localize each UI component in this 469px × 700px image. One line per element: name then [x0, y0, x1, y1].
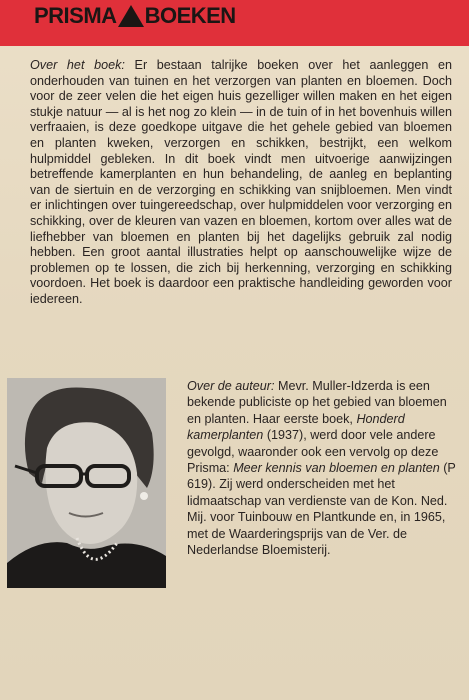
author-bio-text-1: Mevr. Muller-Idzerda is een bekende publiciste op het gebied van bloemen en planten. Haar eerste boek,: [187, 379, 447, 426]
publisher-banner: [0, 0, 469, 46]
book-description-lead: Over het boek:: [30, 58, 125, 72]
author-bio: [187, 378, 457, 558]
author-bio-text-3: (P 619). Zij werd onderscheiden met het lidmaatschap van verdienste van de Kon. Ned. Mij. voor Tuinbouw en Plantkunde en, in 1965, met de Waarderingsprijs van de Ver. de Nederlandse Bloemisterij.: [187, 461, 456, 558]
book-description: [30, 58, 452, 308]
publisher-logo: [34, 2, 236, 30]
author-bio-text-2: (1937), werd door vele andere gevolgd, waaronder ook een vervolg op deze Prisma:: [187, 428, 439, 476]
triangle-icon: [118, 5, 144, 27]
book-title-1: Honderd kamerplanten: [187, 411, 405, 443]
author-bio-lead: Over de auteur:: [187, 379, 275, 393]
brand-left: PRISMA: [34, 3, 117, 28]
brand-right: BOEKEN: [144, 3, 236, 28]
author-photo: [7, 378, 166, 588]
book-description-text: Er bestaan talrijke boeken over het aanleggen en onderhouden van tuinen en het verzorgen van planten en bloemen. Doch voor de zeer velen die het eigen huis gezelliger willen maken en het eigen stukje natuur — al is het nog zo klein — in de tuin of in het bovenhuis willen verfraaien, is deze goedkope uitgave die het gehele gebied van bloemen en planten kweken, verzorgen en schikken, bestrijkt, een welkom hulpmiddel gebleken. In dit boek vindt men uitvoerige aanwijzingen betreffende kamerplanten en hun behandeling, de aanleg en beplanting van de siertuin en de verzorging en schikking van snijbloemen. Men vindt er inlichtingen over tuingereedschap, over hulpmiddelen voor verzorging en schikking, over de kleuren van vazen en bloemen, kortom over alles wat de liefhebber van bloemen en planten bij het dagelijks gebruik zal nodig hebben. Een groot aantal illustraties helpt op aanschouwelijke wijze de problemen op te lossen, die zich bij herkenning, verzorging en schikking voordoen. Het boek is daardoor een praktische handleiding geworden voor iedereen.: [30, 58, 452, 306]
book-title-2: Meer kennis van bloemen en planten: [233, 461, 440, 476]
